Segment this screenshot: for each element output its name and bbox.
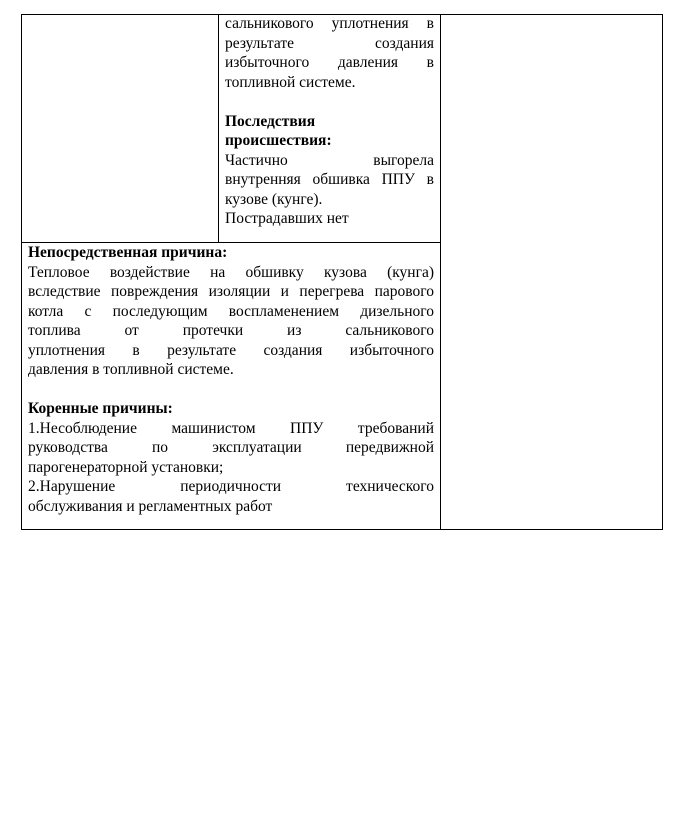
text-line: обслуживания и регламентных работ bbox=[28, 497, 273, 515]
consequences-heading-line2: происшествия: bbox=[225, 132, 332, 149]
table-cell-empty-right bbox=[441, 15, 662, 529]
text-line: сальникового уплотнения в bbox=[225, 15, 434, 32]
consequences-heading bbox=[225, 112, 434, 151]
text-line: Частично выгорела bbox=[225, 151, 434, 169]
text-line: 1.Несоблюдение машинистом ППУ требований bbox=[28, 419, 434, 437]
table-column-divider-1 bbox=[218, 14, 219, 242]
text-line: руководства по эксплуатации передвижной bbox=[28, 439, 434, 456]
text-line: избыточного давления в bbox=[225, 54, 434, 71]
root-causes-lines bbox=[28, 419, 434, 517]
consequences-lines bbox=[225, 151, 434, 229]
text-line: топлива от протечки из сальникового bbox=[28, 322, 434, 339]
text-line: вследствие повреждения изоляции и перегрева парового bbox=[28, 283, 434, 300]
text-line: котла с последующим воспламенением дизельного bbox=[28, 302, 434, 320]
text-line: уплотнения в результате создания избыточного bbox=[28, 341, 434, 359]
text-line: 2.Нарушение периодичности технического bbox=[28, 478, 434, 495]
table-cell-empty-left bbox=[22, 15, 218, 242]
table-cell-lower bbox=[28, 243, 434, 516]
text-line: давления в топливной системе. bbox=[28, 361, 234, 378]
consequences-heading-line1: Последствия bbox=[225, 112, 316, 130]
text-line: Пострадавших нет bbox=[225, 210, 349, 227]
text-line: парогенераторной установки; bbox=[28, 458, 224, 476]
root-causes-heading: Коренные причины: bbox=[28, 400, 173, 417]
direct-cause-lines bbox=[28, 263, 434, 380]
text-line: Тепловое воздействие на обшивку кузова (кунга) bbox=[28, 263, 434, 281]
text-line: внутренняя обшивка ППУ в bbox=[225, 171, 434, 188]
text-line: кузове (кунге). bbox=[225, 190, 323, 208]
direct-cause-heading: Непосредственная причина: bbox=[28, 244, 228, 261]
text-line: топливной системе. bbox=[225, 73, 356, 91]
upper-cell-lines bbox=[225, 14, 434, 92]
table-cell-upper-middle bbox=[225, 14, 434, 229]
text-line: результате создания bbox=[225, 34, 434, 52]
